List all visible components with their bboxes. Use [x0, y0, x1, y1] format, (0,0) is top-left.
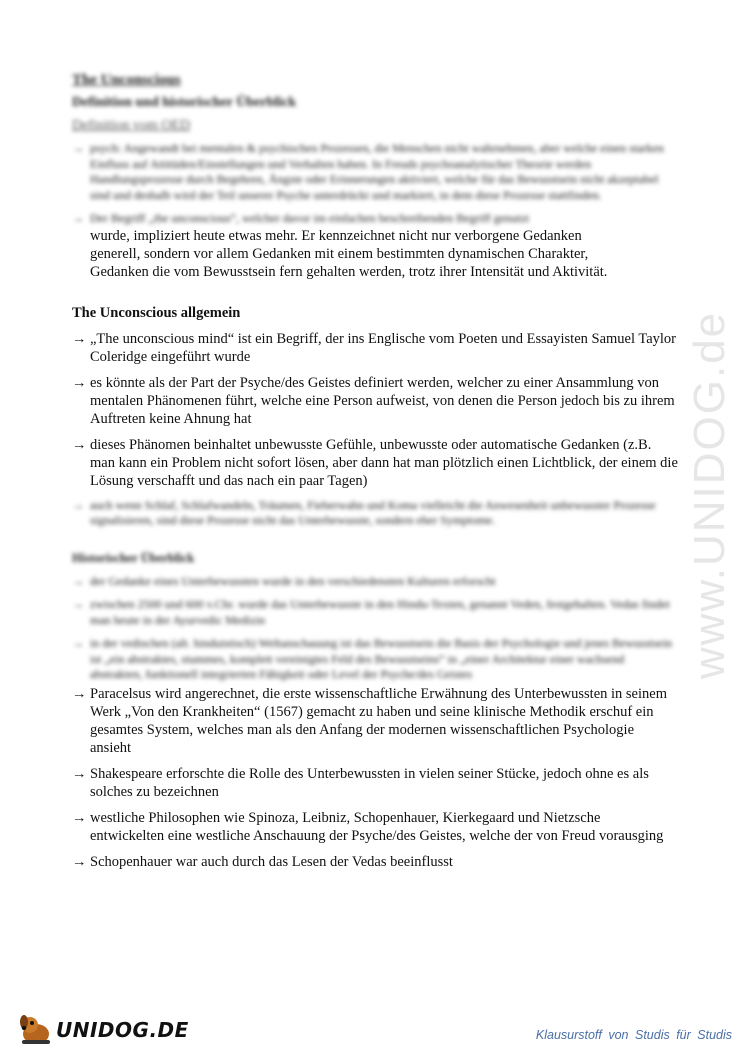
bullet-text: Schopenhauer war auch durch das Lesen der Vedas beeinflusst: [90, 853, 453, 870]
watermark-text: www.UNIDOG.de: [685, 310, 735, 680]
continuation-line: Gedanken die vom Bewusstsein fern gehalten werden, trotz ihrer Intensität und Aktivität.: [90, 263, 608, 280]
list-item: [72, 685, 678, 757]
list-item: [72, 574, 678, 590]
bullet-text: Shakespeare erforschte die Rolle des Unterbewussten in vielen seiner Stücke, jedoch ohne es als solches zu bezeichnen: [90, 765, 649, 800]
arrow-icon: →: [72, 436, 87, 453]
blurred-intro: [72, 72, 678, 227]
list-item: [72, 330, 678, 366]
bullet-text: auch wenn Schlaf, Schlafwandeln, Träumen, Fieberwahn und Koma vielleicht die Anwesenheit unbewusster Prozesse signalisieren, sind diese Prozesse nicht das Unterbewusste, sondern eher Symptome.: [90, 497, 656, 527]
bullet-text: „The unconscious mind“ ist ein Begriff, der ins Englische vom Poeten und Essayisten Samuel Taylor Coleridge eingeführt wurde: [90, 330, 676, 365]
section-heading: Historischer Überblick: [72, 550, 195, 565]
bullet-text: zwischen 2500 und 600 v.Chr. wurde das Unterbewusste in den Hindu-Texten, genannt Veden, festgehalten. Vedas findet man heute in der Ayurvedic Medizin: [90, 597, 670, 627]
blurred-history: [72, 551, 678, 683]
bullet-text: es könnte als der Part der Psyche/des Geistes definiert werden, welcher zu einer Ansammlung von mentalen Phänomenen führt, welche eine Person aufweist, von denen die Person jedoch bis zu ihrem Auftreten keine Ahnung hat: [90, 374, 675, 427]
list-item: [72, 141, 678, 203]
document-subtitle: Definition und historischer Überblick: [72, 95, 297, 110]
list-item: [72, 374, 678, 428]
bullet-text: in der vedischen (alt. hinduistisch) Weltanschauung ist das Bewusstsein die Basis der Psychologie und jenes Bewusstsein ist „ein abstraktes, stummes, komplett vereinigtes Feld des Bewusstseins“ in „einer Architektur einer wachsend abstrakten, funktionell integrierten Fähigkeit oder Level der Psyche/des Geistes: [90, 636, 673, 681]
bullet-text: psych: Angewandt bei mentalen & psychischen Prozessen, die Menschen nicht wahrnehmen, aber welche einen starken Einfluss auf Attitüden/Einstellungen und Verhalten haben. In Freuds psychoanalytischer Theorie werden Handlungsprozesse durch Begehren, Ängste oder Erinnerungen aktiviert, welche für das Bewusstsein nicht akzeptabel sind und deshalb wird der Teil unserer Psyche unterdrückt und markiert, in dem diese Prozesse stattfinden.: [90, 141, 664, 202]
list-item: [72, 597, 678, 628]
logo-text: UNIDOG.DE: [56, 1018, 189, 1042]
arrow-icon: →: [72, 573, 84, 588]
list-item: [72, 636, 678, 683]
list-item: [72, 809, 678, 845]
arrow-icon: →: [72, 685, 87, 702]
list-item: [72, 765, 678, 801]
continuation-line: generell, sondern vor allem Gedanken mit einem bestimmten dynamischen Charakter,: [90, 245, 589, 262]
footer-tagline: Klausurstoff von Studis für Studis: [535, 1028, 732, 1042]
document-content: [72, 72, 678, 879]
dog-logo-icon: [18, 1014, 54, 1046]
unidog-logo[interactable]: [18, 1012, 189, 1048]
bullet-text: der Gedanke eines Unterbewussten wurde in den verschiedensten Kulturen erforscht: [90, 573, 496, 588]
list-item: [72, 498, 678, 529]
section-heading: The Unconscious allgemein: [72, 304, 241, 321]
continuation-line: wurde, impliziert heute etwas mehr. Er kennzeichnet nicht nur verborgene Gedanken: [90, 227, 582, 244]
list-item: [72, 211, 678, 227]
list-item: [72, 853, 678, 871]
document-title: The Unconscious: [72, 72, 181, 88]
arrow-icon: →: [72, 765, 87, 782]
arrow-icon: →: [72, 636, 84, 650]
arrow-icon: →: [72, 497, 84, 512]
arrow-icon: →: [72, 330, 87, 347]
arrow-icon: →: [72, 211, 84, 225]
bullet-text: westliche Philosophen wie Spinoza, Leibniz, Schopenhauer, Kierkegaard und Nietzsche entwickelten eine westliche Anschauung der Psyche/des Geistes, welche der von Freud vorausging: [90, 809, 664, 844]
bullet-text: dieses Phänomen beinhaltet unbewusste Gefühle, unbewusste oder automatische Gedanken (z.B. man kann ein Problem nicht sofort lösen, aber dann hat man plötzlich einen Lichtblick, der einem die Lösung verschafft und das nach ein paar Tagen): [90, 436, 678, 489]
subsection-title: Definition vom OED: [72, 118, 191, 133]
arrow-icon: →: [72, 374, 87, 391]
arrow-icon: →: [72, 853, 87, 870]
bullet-text: Der Begriff „the unconscious“, welcher davor im einfachen beschreibenden Begriff genutzt: [90, 211, 530, 225]
bullet-continuation: [72, 227, 678, 281]
arrow-icon: →: [72, 141, 84, 155]
bullet-text: Paracelsus wird angerechnet, die erste wissenschaftliche Erwähnung des Unterbewussten in seinem Werk „Von den Krankheiten“ (1567) gemacht zu haben und seine klinische Methodik erschuf ein gesamtes System, welches man als den Anfang der modernen wissenschaftlichen Psychologie ansieht: [90, 685, 667, 756]
arrow-icon: →: [72, 597, 84, 611]
list-item: [72, 436, 678, 490]
arrow-icon: →: [72, 809, 87, 826]
